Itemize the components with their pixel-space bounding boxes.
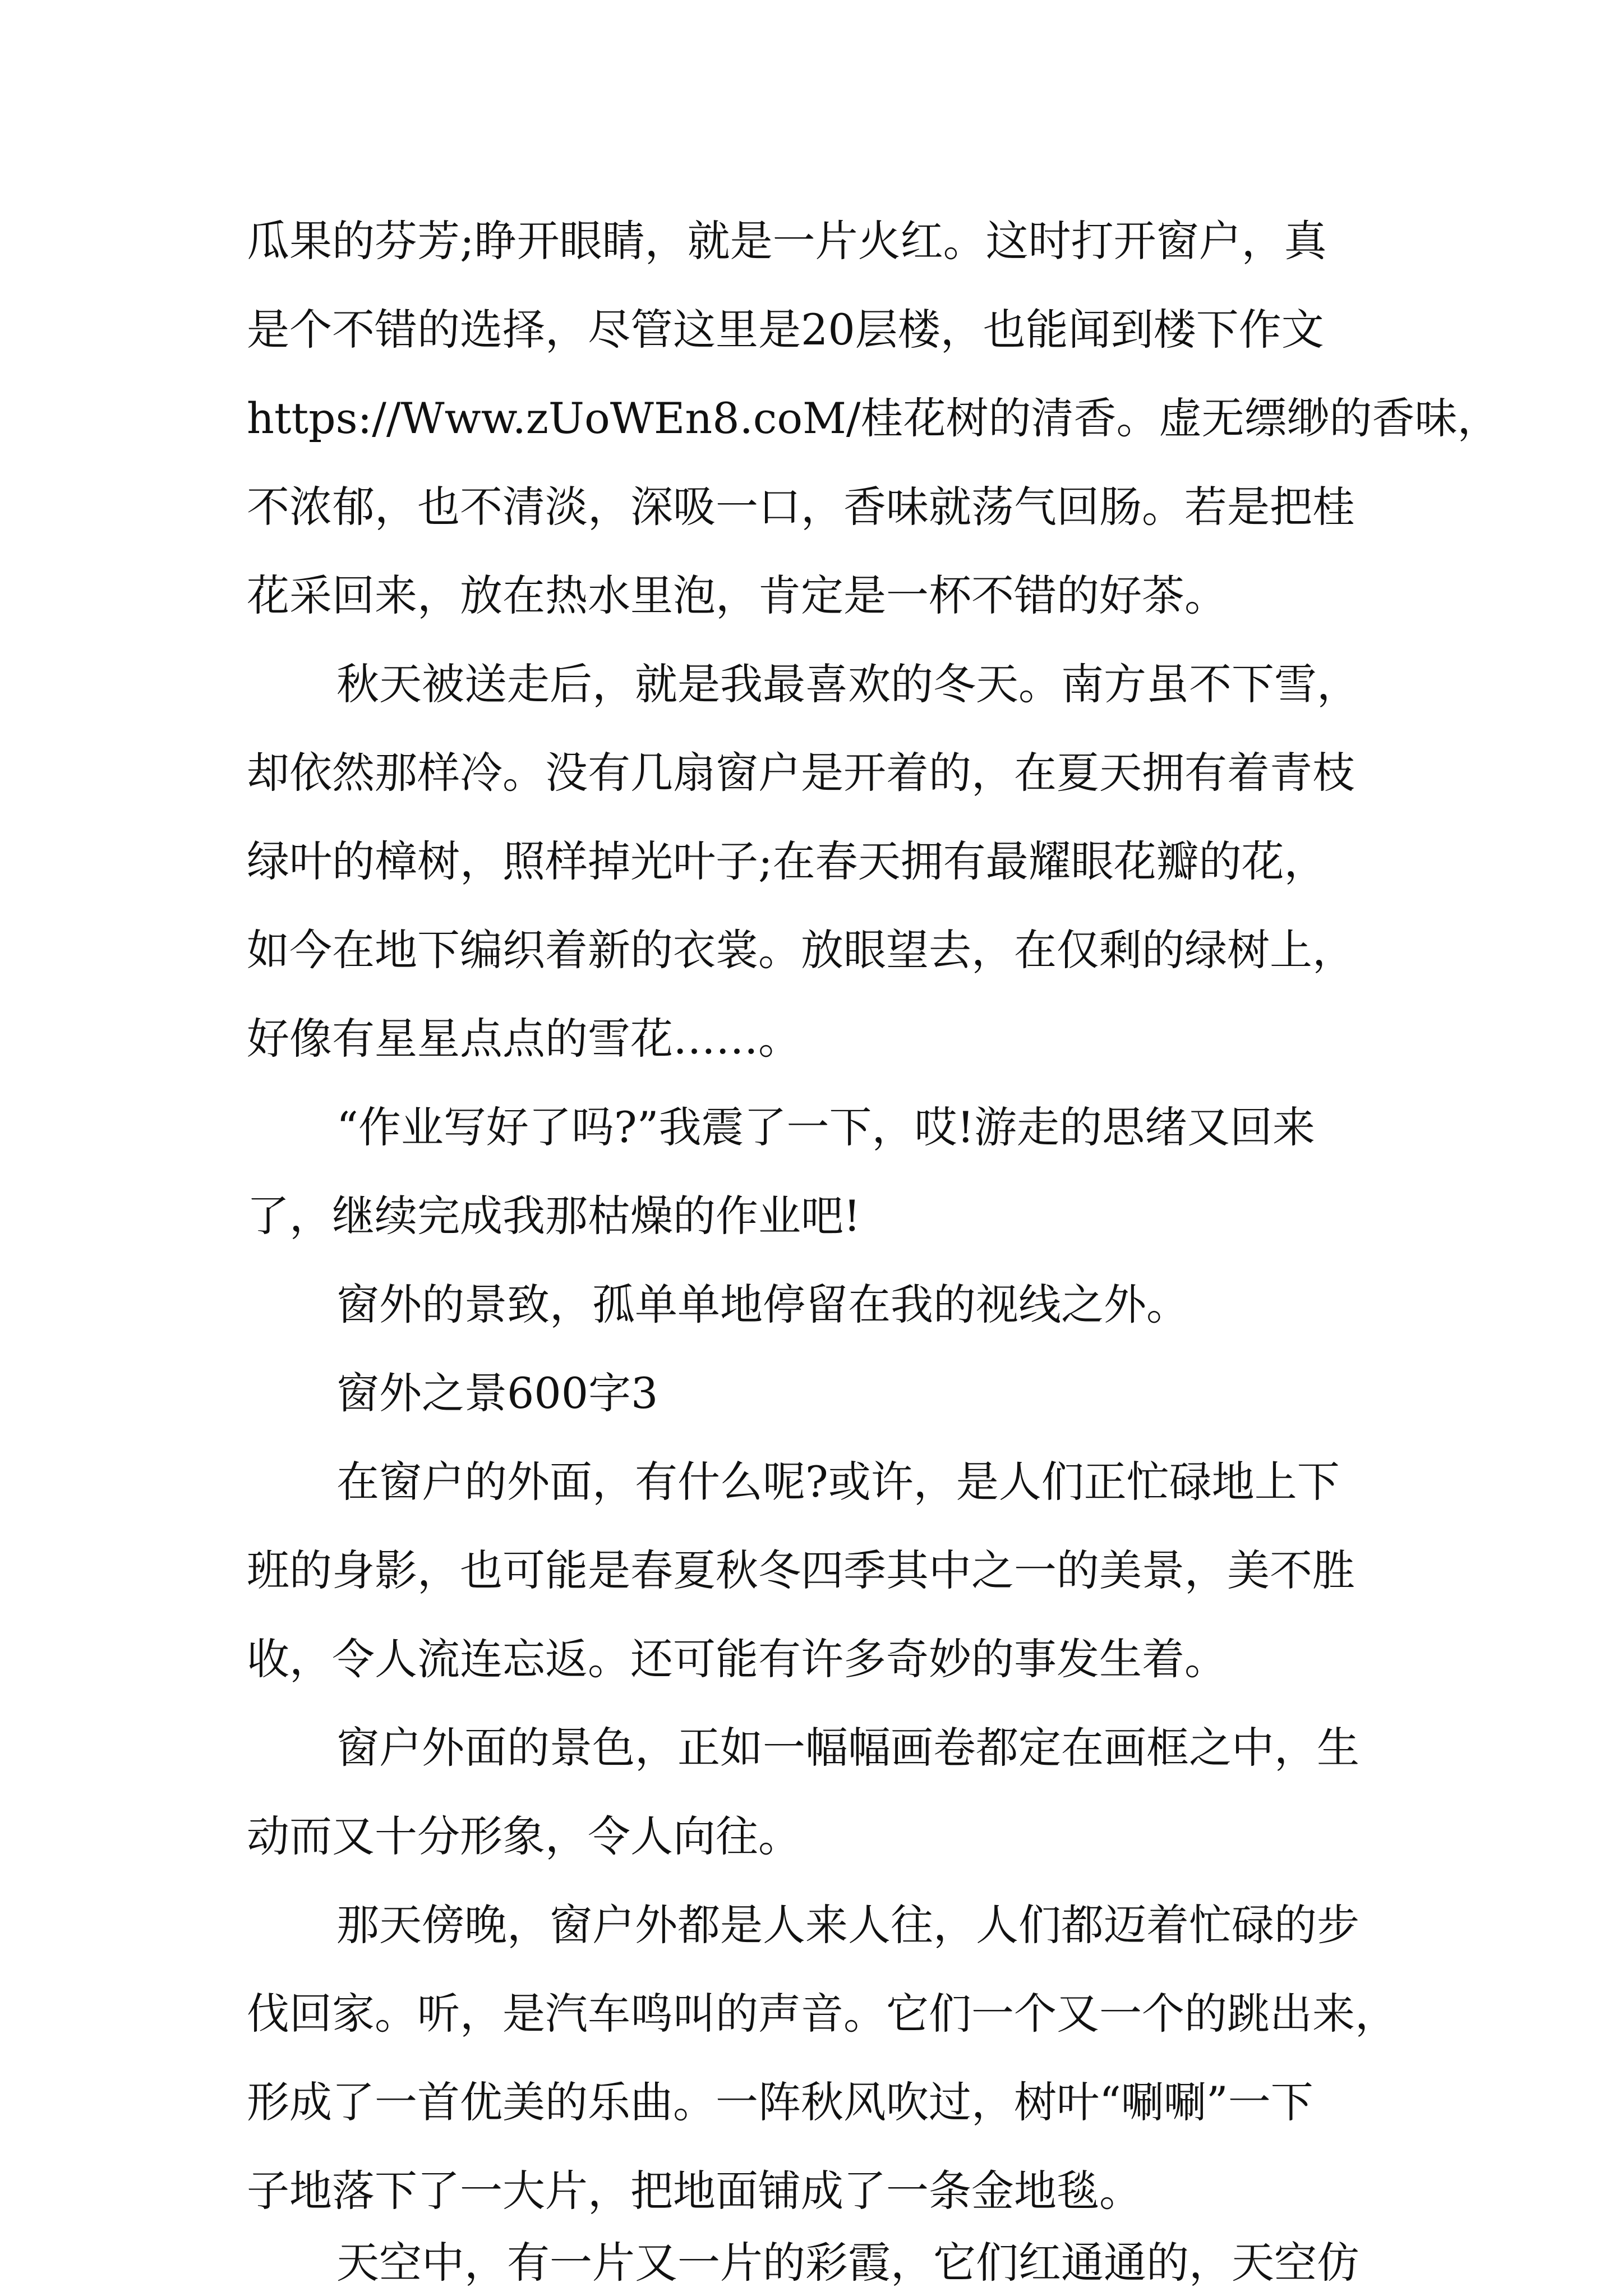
text-line: 如今在地下编织着新的衣裳。放眼望去，在仅剩的绿树上， (247, 925, 1355, 975)
text-line: 是个不错的选择，尽管这里是20层楼，也能闻到楼下作文 (247, 305, 1324, 355)
text-line: 伐回家。听，是汽车鸣叫的声音。它们一个又一个的跳出来， (247, 1989, 1398, 2039)
section-heading: 窗外之景600字3 (336, 1368, 658, 1418)
text-line: 动而又十分形象，令人向往。 (247, 1811, 801, 1861)
text-line: 不浓郁，也不清淡，深吸一口，香味就荡气回肠。若是把桂 (247, 482, 1355, 532)
paragraph-start: 秋天被送走后，就是我最喜欢的冬天。南方虽不下雪， (336, 659, 1359, 709)
text-line: https://Www.zUoWEn8.coM/桂花树的清香。虚无缥缈的香味， (247, 393, 1500, 443)
paragraph-start: 在窗户的外面，有什么呢?或许，是人们正忙碌地上下 (336, 1457, 1340, 1507)
text-line: 却依然那样冷。没有几扇窗户是开着的，在夏天拥有着青枝 (247, 748, 1355, 798)
text-line: 瓜果的芬芳;睁开眼睛，就是一片火红。这时打开窗户，真 (247, 216, 1327, 266)
paragraph-start: 那天傍晚，窗户外都是人来人往，人们都迈着忙碌的步 (336, 1900, 1359, 1950)
text-line: 花采回来，放在热水里泡，肯定是一杯不错的好茶。 (247, 570, 1227, 620)
text-line: 好像有星星点点的雪花……。 (247, 1014, 801, 1064)
paragraph-start: “作业写好了吗?”我震了一下，哎!游走的思绪又回来 (336, 1102, 1315, 1152)
text-line: 班的身影，也可能是春夏秋冬四季其中之一的美景，美不胜 (247, 1545, 1355, 1595)
paragraph-start: 窗户外面的景色，正如一幅幅画卷都定在画框之中，生 (336, 1723, 1359, 1773)
paragraph-start: 窗外的景致，孤单单地停留在我的视线之外。 (336, 1280, 1189, 1329)
text-line: 绿叶的樟树，照样掉光叶子;在春天拥有最耀眼花瓣的花， (247, 836, 1327, 886)
text-line: 收，令人流连忘返。还可能有许多奇妙的事发生着。 (247, 1634, 1227, 1684)
paragraph-start: 天空中，有一片又一片的彩霞，它们红通通的，天空仿 (336, 2238, 1359, 2288)
text-line: 形成了一首优美的乐曲。一阵秋风吹过，树叶“唰唰”一下 (247, 2077, 1313, 2127)
text-line: 子地落下了一大片，把地面铺成了一条金地毯。 (247, 2166, 1142, 2216)
text-line: 了，继续完成我那枯燥的作业吧! (247, 1191, 861, 1241)
